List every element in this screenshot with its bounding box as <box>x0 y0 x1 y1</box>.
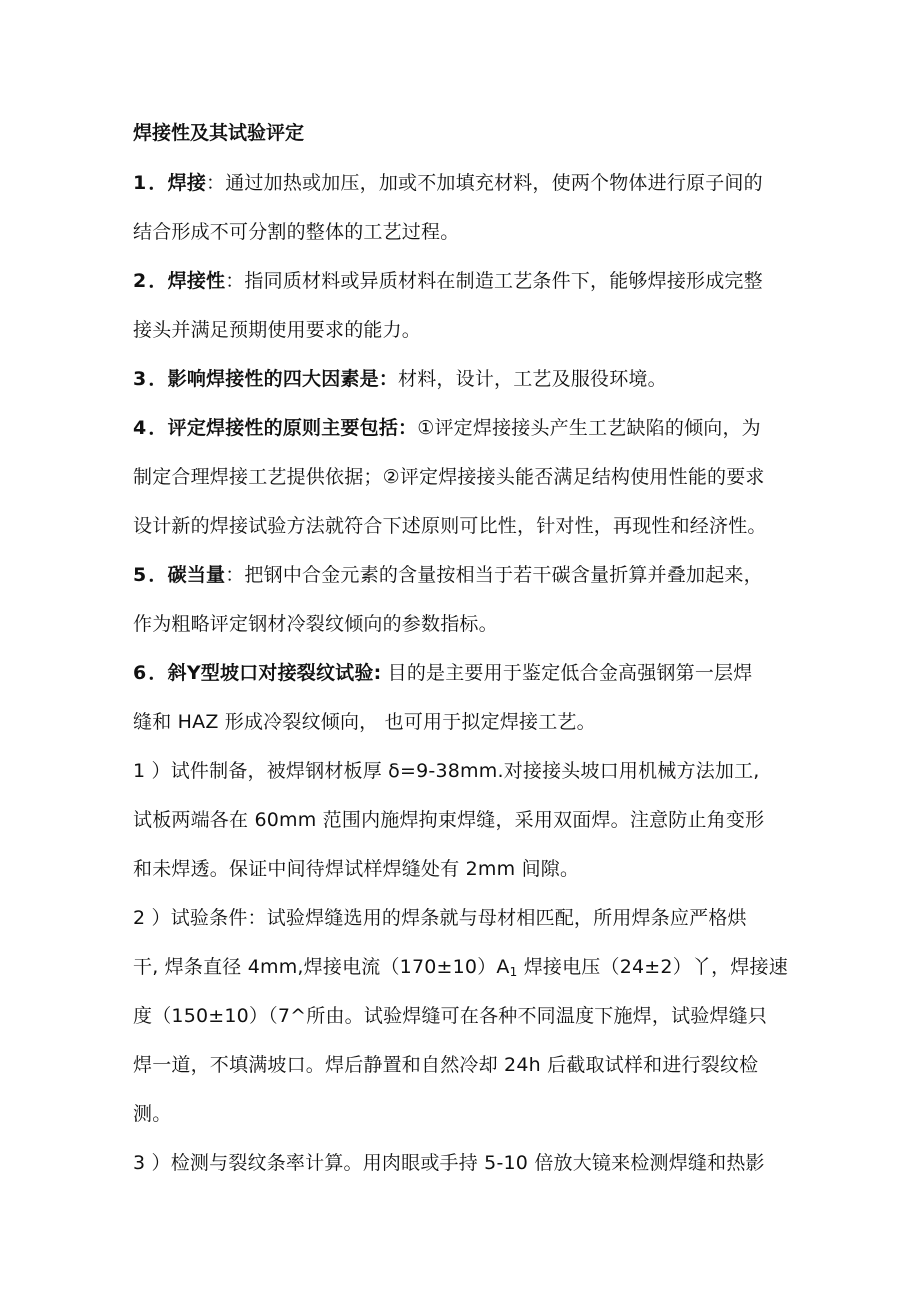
section-6-number: 6 <box>133 662 147 684</box>
section-2-number: 2 <box>133 270 147 292</box>
item-2-line-2 <box>133 952 788 979</box>
item-2-line-1: 2 ）试验条件：试验焊缝选用的焊条就与母材相匹配，所用焊条应严格烘 <box>133 907 747 929</box>
section-6-line-1 <box>133 658 752 685</box>
item-3-line-1: 3 ）检测与裂纹条率计算。用肉眼或手持 5-10 倍放大镜来检测焊缝和热影 <box>133 1152 765 1174</box>
section-5-number: 5 <box>133 564 147 586</box>
section-1-number: 1 <box>133 172 147 194</box>
section-5-text: ：把钢中合金元素的含量按相当于若干碳含量折算并叠加起来， <box>225 564 763 586</box>
section-4-number: 4 <box>133 417 147 439</box>
item-1-line-2: 试板两端各在 60mm 范围内施焊拘束焊缝，采用双面焊。注意防止角变形 <box>133 809 765 831</box>
section-6-line-2: 缝和 HAZ 形成冷裂纹倾向， 也可用于拟定焊接工艺。 <box>133 711 596 733</box>
item-1-line-1: 1 ）试件制备，被焊钢材板厚 δ=9-38mm.对接接头坡口用机械方法加工, <box>133 760 760 782</box>
section-5-line-2: 作为粗略评定钢材冷裂纹倾向的参数指标。 <box>133 613 498 635</box>
section-6-heading: ．斜Y型坡口对接裂纹试验: <box>148 662 382 684</box>
section-5-heading: ．碳当量 <box>148 564 226 586</box>
section-3-number: 3 <box>133 368 147 390</box>
document-title: 焊接性及其试验评定 <box>133 122 305 144</box>
section-2-heading: ．焊接性 <box>148 270 226 292</box>
section-4-line-3: 设计新的焊接试验方法就符合下述原则可比性，针对性，再现性和经济性。 <box>133 515 767 537</box>
section-4-line-2: 制定合理焊接工艺提供依据；②评定焊接接头能否满足结构使用性能的要求 <box>133 466 765 488</box>
section-3-heading: ．影响焊接性的四大因素是： <box>148 368 399 390</box>
item-2-line-2-part-a: 干, 焊条直径 4mm,焊接电流（170±10）A <box>133 956 510 978</box>
item-2-line-4: 焊一道，不填满坡口。焊后静置和自然冷却 24h 后截取试样和进行裂纹检 <box>133 1054 759 1076</box>
section-4-text: ①评定焊接接头产生工艺缺陷的倾向，为 <box>417 417 761 439</box>
section-5-line-1 <box>133 560 763 587</box>
item-2-line-3: 度（150±10）（7^所由。试验焊缝可在各种不同温度下施焊，试验焊缝只 <box>133 1005 768 1027</box>
section-3-text: 材料，设计，工艺及服役环境。 <box>398 368 667 390</box>
section-2-line-2: 接头并满足预期使用要求的能力。 <box>133 319 422 341</box>
item-2-line-2-part-b: 焊接电压（24±2）丫，焊接速 <box>517 956 788 978</box>
section-1-line-2: 结合形成不可分割的整体的工艺过程。 <box>133 221 460 243</box>
item-1-line-3: 和未焊透。保证中间待焊试样焊缝处有 2mm 间隙。 <box>133 858 580 880</box>
section-4-line-1 <box>133 413 761 440</box>
section-6-text: 目的是主要用于鉴定低合金高强钢第一层焊 <box>381 662 753 684</box>
section-3-line-1 <box>133 364 667 391</box>
section-4-heading: ．评定焊接性的原则主要包括： <box>148 417 418 439</box>
section-1-heading: ．焊接 <box>148 172 207 194</box>
section-1-text: ：通过加热或加压，加或不加填充材料，使两个物体进行原子间的 <box>206 172 763 194</box>
item-2-subscript: 1 <box>509 965 518 979</box>
section-1-line-1 <box>133 168 763 195</box>
section-2-text: ：指同质材料或异质材料在制造工艺条件下，能够焊接形成完整 <box>225 270 763 292</box>
section-2-line-1 <box>133 266 763 293</box>
item-2-line-5: 测。 <box>133 1103 172 1125</box>
